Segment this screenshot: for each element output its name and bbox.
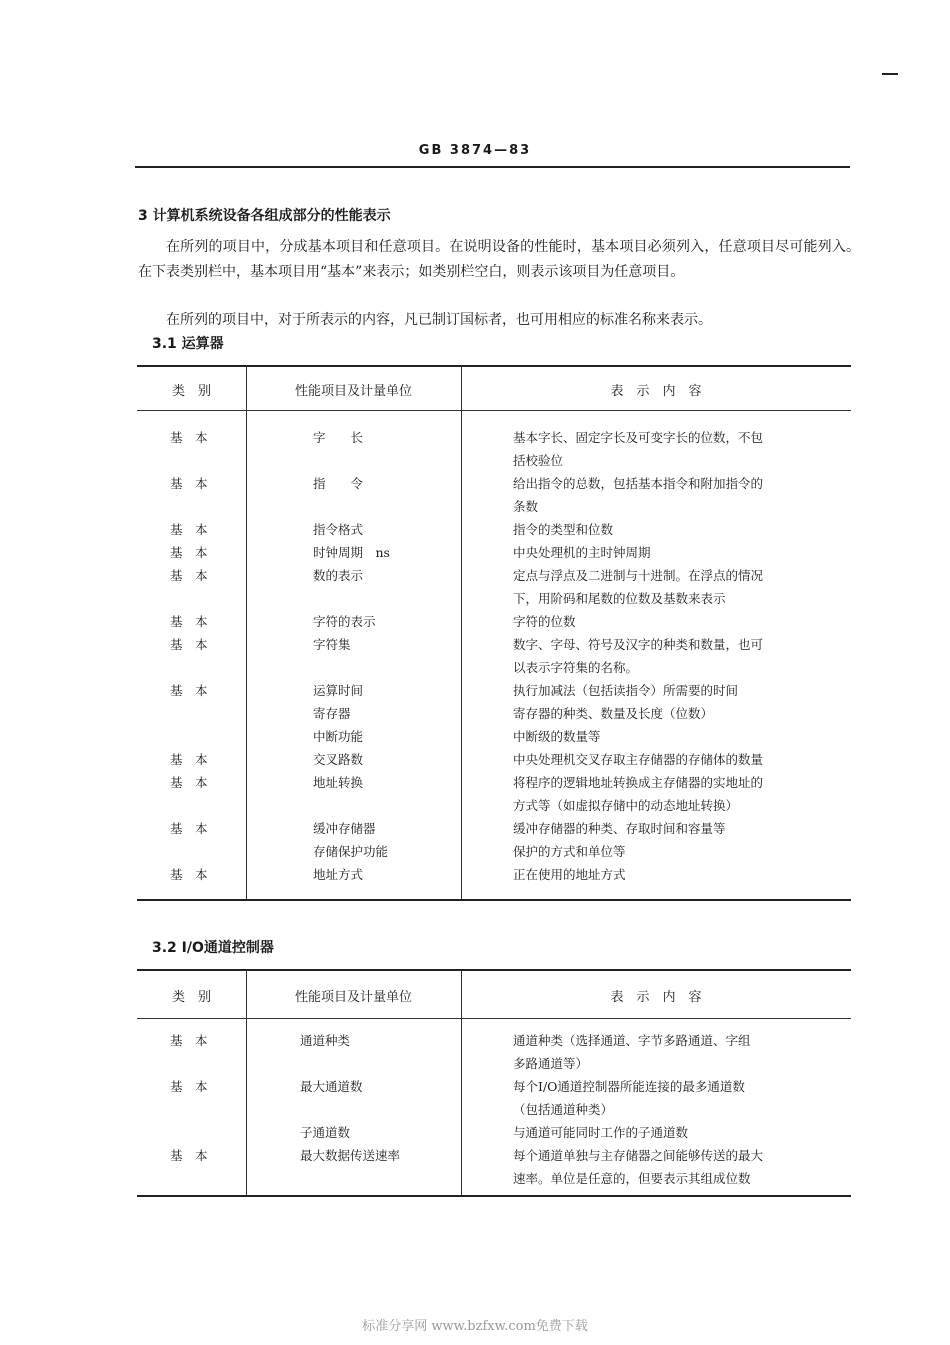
table1-header-rule <box>137 410 851 411</box>
table2-title: 3.2 I/O通道控制器 <box>152 940 274 956</box>
table1-header-item: 性能项目及计量单位 <box>294 384 412 399</box>
row-category: 基 本 <box>170 522 208 537</box>
table2-bottom-rule <box>137 1195 851 1197</box>
row-item: 最大通道数 <box>300 1079 363 1094</box>
table1-divider <box>246 366 247 899</box>
table2-header-category: 类 别 <box>171 990 211 1005</box>
row-item: 存储保护功能 <box>313 844 389 859</box>
row-description-line: 下，用阶码和尾数的位数及基数来表示 <box>513 591 726 606</box>
table1-divider <box>461 366 462 899</box>
row-category: 基 本 <box>170 637 208 652</box>
row-description-line: 执行加减法（包括读指令）所需要的时间 <box>513 683 739 698</box>
row-category: 基 本 <box>170 430 208 445</box>
page-header: GB 3874—83 <box>418 143 532 158</box>
row-category: 基 本 <box>170 1148 208 1163</box>
row-item: 通道种类 <box>300 1033 351 1048</box>
row-category: 基 本 <box>170 752 208 767</box>
row-item: 数的表示 <box>313 568 364 583</box>
row-description-line: 中央处理机的主时钟周期 <box>513 545 651 560</box>
table2-header-item: 性能项目及计量单位 <box>294 990 412 1005</box>
row-description-line: 给出指令的总数，包括基本指令和附加指令的 <box>513 476 764 491</box>
row-item: 中断功能 <box>313 729 364 744</box>
row-description-line: 每个I/O通道控制器所能连接的最多通道数 <box>513 1079 745 1094</box>
row-item: 缓冲存储器 <box>313 821 376 836</box>
row-category: 基 本 <box>170 545 208 560</box>
footer-watermark: 标准分享网 www.bzfxw.com免费下载 <box>362 1319 588 1334</box>
row-description-line: （包括通道种类） <box>513 1102 614 1117</box>
section-title: 3 计算机系统设备各组成部分的性能表示 <box>138 208 391 224</box>
row-description-line: 与通道可能同时工作的子通道数 <box>513 1125 689 1140</box>
row-description-line: 数字、字母、符号及汉字的种类和数量，也可 <box>513 637 764 652</box>
row-category: 基 本 <box>170 1033 208 1048</box>
table2-header-rule <box>137 1018 851 1019</box>
row-category: 基 本 <box>170 1079 208 1094</box>
row-category: 基 本 <box>170 568 208 583</box>
table2-header-content: 表 示 内 容 <box>610 990 702 1005</box>
row-item: 字符的表示 <box>313 614 376 629</box>
row-category: 基 本 <box>170 821 208 836</box>
row-description-line: 正在使用的地址方式 <box>513 867 626 882</box>
row-description-line: 速率。单位是任意的，但要表示其组成位数 <box>513 1171 751 1186</box>
intro-paragraph-1: 在所列的项目中，分成基本项目和任意项目。在说明设备的性能时，基本项目必须列入，任意项目尽可能列入。在下表类别栏中，基本项目用“基本”来表示；如类别栏空白，则表示该项目为任意项目。 <box>138 239 860 280</box>
row-description-line: 括校验位 <box>513 453 564 468</box>
row-item: 指 令 <box>313 476 364 491</box>
row-description-line: 以表示字符集的名称。 <box>513 660 639 675</box>
row-item: 指令格式 <box>313 522 364 537</box>
row-item: 时钟周期 ns <box>313 545 390 560</box>
row-description-line: 指令的类型和位数 <box>513 522 614 537</box>
row-item: 最大数据传送速率 <box>300 1148 401 1163</box>
row-item: 地址转换 <box>313 775 364 790</box>
row-category: 基 本 <box>170 775 208 790</box>
row-description-line: 方式等（如虚拟存储中的动态地址转换） <box>513 798 739 813</box>
row-description-line: 基本字长、固定字长及可变字长的位数，不包 <box>513 430 764 445</box>
row-item: 交叉路数 <box>313 752 364 767</box>
row-item: 地址方式 <box>313 867 364 882</box>
row-category: 基 本 <box>170 476 208 491</box>
row-item: 字 长 <box>313 430 364 445</box>
row-description-line: 保护的方式和单位等 <box>513 844 626 859</box>
row-item: 寄存器 <box>313 706 351 721</box>
row-description-line: 寄存器的种类、数量及长度（位数） <box>513 706 714 721</box>
table1-title: 3.1 运算器 <box>152 336 224 352</box>
row-item: 字符集 <box>313 637 351 652</box>
row-category: 基 本 <box>170 683 208 698</box>
row-item: 运算时间 <box>313 683 364 698</box>
row-description-line: 将程序的逻辑地址转换成主存储器的实地址的 <box>513 775 764 790</box>
row-item: 子通道数 <box>300 1125 351 1140</box>
row-description-line: 字符的位数 <box>513 614 576 629</box>
header-rule <box>135 166 850 168</box>
row-category: 基 本 <box>170 614 208 629</box>
table1-bottom-rule <box>137 899 851 901</box>
row-description-line: 中断级的数量等 <box>513 729 601 744</box>
row-description-line: 中央处理机交叉存取主存储器的存储体的数量 <box>513 752 764 767</box>
row-description-line: 每个通道单独与主存储器之间能够传送的最大 <box>513 1148 764 1163</box>
row-description-line: 多路通道等） <box>513 1056 589 1071</box>
table1-top-rule <box>137 365 851 367</box>
row-description-line: 条数 <box>513 499 539 514</box>
table2-top-rule <box>137 969 851 971</box>
corner-mark <box>882 73 898 75</box>
row-description-line: 通道种类（选择通道、字节多路通道、字组 <box>513 1033 751 1048</box>
row-category: 基 本 <box>170 867 208 882</box>
table1-header-content: 表 示 内 容 <box>610 384 702 399</box>
intro-paragraph-2: 在所列的项目中，对于所表示的内容，凡已制订国标者，也可用相应的标准名称来表示。 <box>166 312 712 328</box>
row-description-line: 定点与浮点及二进制与十进制。在浮点的情况 <box>513 568 764 583</box>
table1-header-category: 类 别 <box>171 384 211 399</box>
row-description-line: 缓冲存储器的种类、存取时间和容量等 <box>513 821 726 836</box>
